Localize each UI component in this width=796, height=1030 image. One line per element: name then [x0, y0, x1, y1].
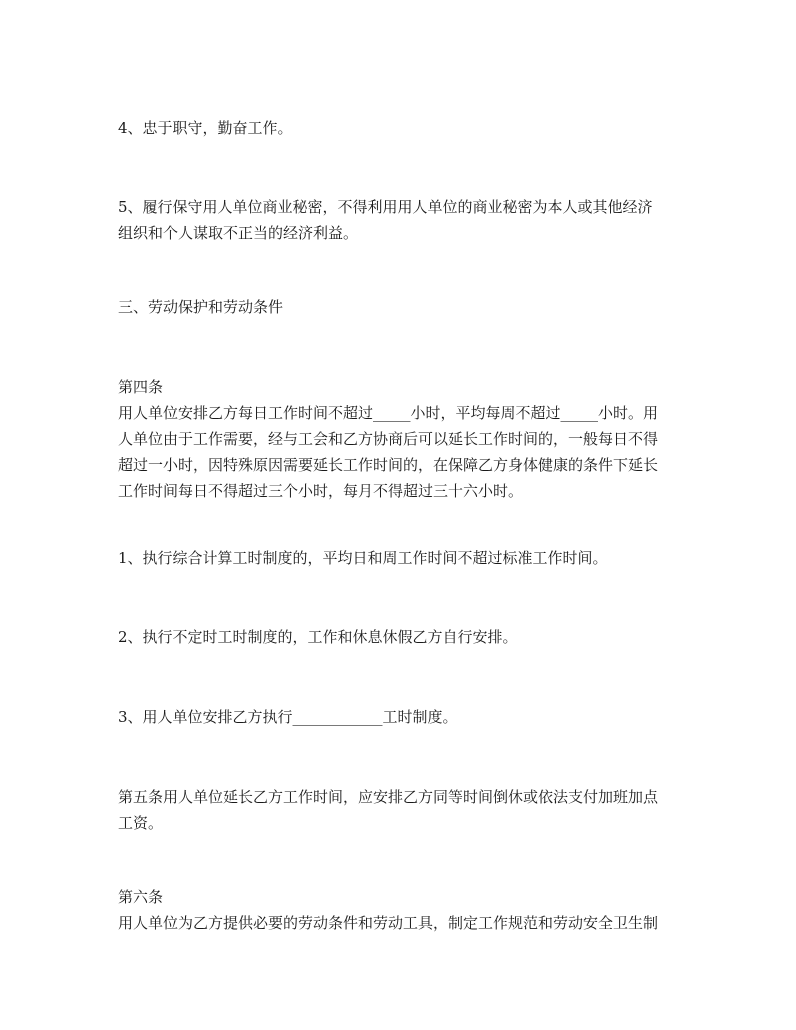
paragraph-confidentiality [118, 194, 688, 246]
list-item-text: 1、执行综合计算工时制度的，平均日和周工作时间不超过标准工作时间。 [118, 549, 608, 567]
paragraph-line: 用人单位安排乙方每日工作时间不超过_____小时，平均每周不超过_____小时。用 [118, 404, 659, 422]
section-heading [118, 294, 688, 320]
paragraph-line: 第五条用人单位延长乙方工作时间，应安排乙方同等时间倒休或依法支付加班加点 [118, 788, 659, 806]
paragraph-line: 4、忠于职守，勤奋工作。 [118, 119, 293, 137]
paragraph-line: 组织和个人谋取不正当的经济利益。 [118, 224, 359, 242]
list-item [118, 545, 688, 571]
paragraph-line: 超过一小时，因特殊原因需要延长工作时间的，在保障乙方身体健康的条件下延长 [118, 456, 659, 474]
article-four [118, 374, 688, 504]
paragraph-loyalty [118, 115, 688, 141]
paragraph-line: 人单位由于工作需要，经与工会和乙方协商后可以延长工作时间的，一般每日不得 [118, 430, 659, 448]
list-item-text: 2、执行不定时工时制度的，工作和休息休假乙方自行安排。 [118, 628, 518, 646]
paragraph-line: 用人单位为乙方提供必要的劳动条件和劳动工具，制定工作规范和劳动安全卫生制 [118, 914, 659, 932]
paragraph-line: 工资。 [118, 814, 164, 832]
list-item [118, 704, 688, 730]
article-five [118, 784, 688, 836]
list-item [118, 624, 688, 650]
list-item-text: 3、用人单位安排乙方执行____________工时制度。 [118, 708, 458, 726]
article-title: 第四条 [118, 378, 164, 396]
paragraph-line: 工作时间每日不得超过三个小时，每月不得超过三十六小时。 [118, 482, 524, 500]
article-six [118, 884, 688, 936]
article-title: 第六条 [118, 888, 164, 906]
paragraph-line: 5、履行保守用人单位商业秘密，不得利用用人单位的商业秘密为本人或其他经济 [118, 198, 653, 216]
section-title: 三、劳动保护和劳动条件 [118, 298, 284, 316]
